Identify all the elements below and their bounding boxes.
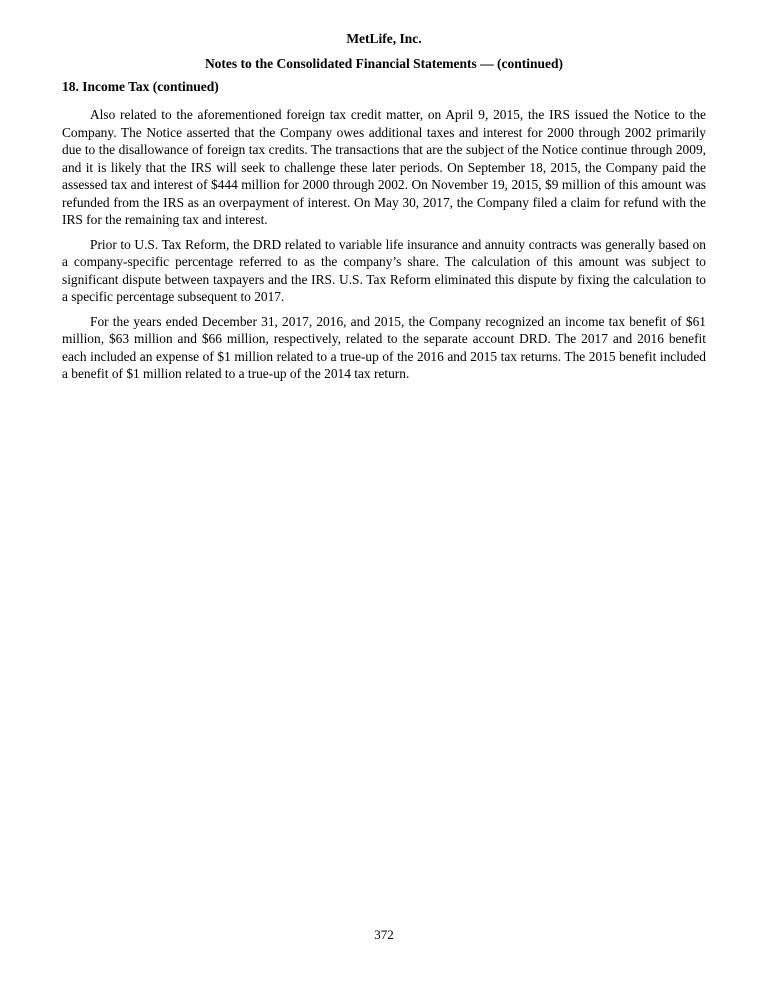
- body-copy: [0, 106, 768, 383]
- statements-title: Notes to the Consolidated Financial Statements — (continued): [204, 56, 564, 71]
- page-number: 372: [374, 927, 394, 942]
- company-title: MetLife, Inc.: [346, 31, 422, 46]
- paragraph-foreign-tax-credit: Also related to the aforementioned foreign tax credit matter, on April 9, 2015, the IRS issued the Notice to the Company. The Notice asserted that the Company owes additional taxes and interest for 2000 through 2002 primarily due to the disallowance of foreign tax credits. The transactions that are the subject of the Notice continue through 2009, and it is likely that the IRS will seek to challenge these later periods. On September 18, 2015, the Company paid the assessed tax and interest of $444 million for 2000 through 2002. On November 19, 2015, $9 million of this amount was refunded from the IRS as an overpayment of interest. On May 30, 2017, the Company filed a claim for refund with the IRS for the remaining tax and interest.: [62, 107, 706, 227]
- document-header: [0, 0, 768, 71]
- page-footer: [0, 927, 768, 942]
- section-heading: 18. Income Tax (continued): [62, 79, 219, 94]
- paragraph-drd-tax-reform: Prior to U.S. Tax Reform, the DRD related to variable life insurance and annuity contracts was generally based on a company-specific percentage referred to as the company’s share. The calculation of this amount was subject to significant dispute between taxpayers and the IRS. U.S. Tax Reform eliminated this dispute by fixing the calculation to a specific percentage subsequent to 2017.: [62, 236, 706, 304]
- paragraph-income-tax-benefit: For the years ended December 31, 2017, 2016, and 2015, the Company recognized an income tax benefit of $61 million, $63 million and $66 million, respectively, related to the separate account DRD. The 2017 and 2016 benefit each included an expense of $1 million related to a true-up of the 2016 and 2015 tax returns. The 2015 benefit included a benefit of $1 million related to a true-up of the 2014 tax return.: [62, 313, 706, 381]
